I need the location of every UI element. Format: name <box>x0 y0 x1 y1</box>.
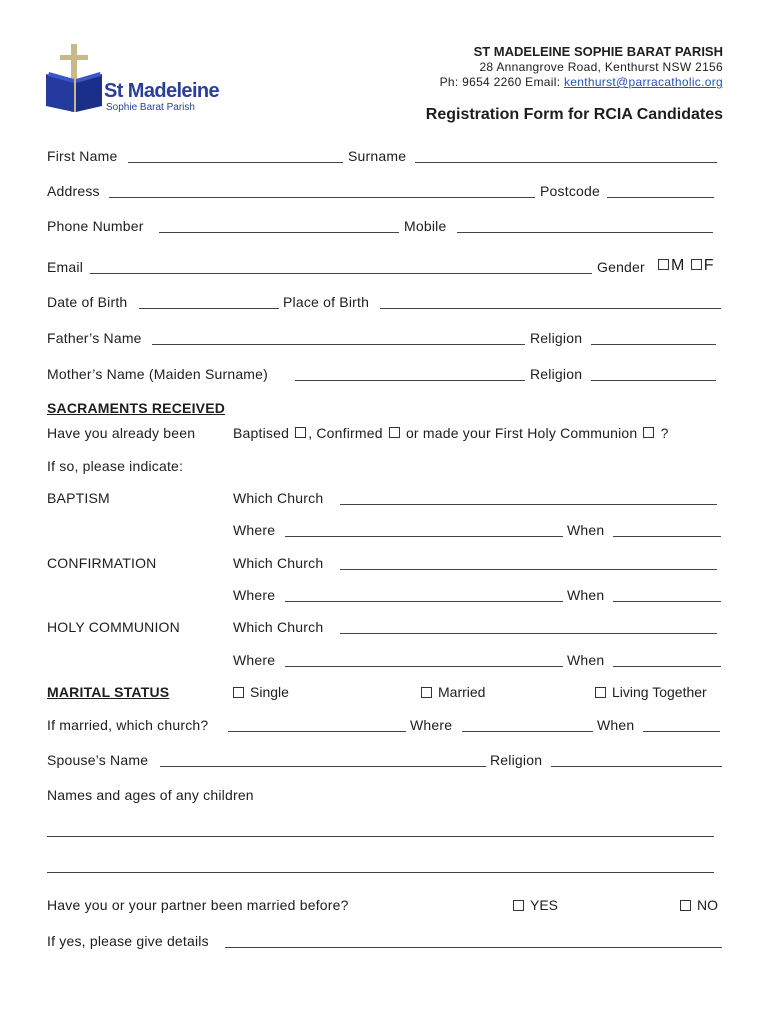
baptism-label: BAPTISM <box>47 490 110 506</box>
phone-label: Phone Number <box>47 218 144 234</box>
married-where-label: Where <box>410 717 453 733</box>
married-label: Married <box>438 684 486 700</box>
spouse-religion-label: Religion <box>490 752 543 768</box>
baptism-when-label: When <box>567 522 605 538</box>
spouse-religion-field[interactable] <box>551 766 722 767</box>
gender-f-label: F <box>703 257 714 274</box>
spouse-field[interactable] <box>160 766 486 767</box>
mother-label: Mother’s Name (Maiden Surname) <box>47 366 269 382</box>
spouse-label: Spouse’s Name <box>47 752 149 768</box>
parish-email-link[interactable]: kenthurst@parracatholic.org <box>563 75 723 89</box>
living-together-checkbox[interactable] <box>595 687 606 698</box>
surname-field[interactable] <box>415 162 717 163</box>
father-field[interactable] <box>152 344 525 345</box>
surname-label: Surname <box>348 148 407 164</box>
address-label: Address <box>47 183 100 199</box>
gender-f-checkbox[interactable] <box>691 259 702 270</box>
married-option[interactable] <box>421 683 485 701</box>
sacraments-question: Have you already been <box>47 425 196 441</box>
sacraments-heading: SACRAMENTS RECEIVED <box>47 400 226 416</box>
parish-address: 28 Annangrove Road, Kenthurst NSW 2156 <box>479 60 723 74</box>
baptism-when-field[interactable] <box>613 536 721 537</box>
married-church-label: If married, which church? <box>47 717 209 733</box>
pob-label: Place of Birth <box>283 294 370 310</box>
married-before-yes-option[interactable] <box>513 896 558 914</box>
sacraments-options <box>233 424 669 442</box>
mobile-field[interactable] <box>457 232 713 233</box>
married-where-field[interactable] <box>462 731 593 732</box>
confirmation-where-field[interactable] <box>285 601 563 602</box>
mobile-label: Mobile <box>404 218 447 234</box>
email-label: Email <box>47 259 84 275</box>
parish-phone: Ph: 9654 2260 Email: <box>439 75 564 89</box>
parish-name: ST MADELEINE SOPHIE BARAT PARISH <box>473 44 723 59</box>
confirmation-church-label: Which Church <box>233 555 324 571</box>
gender-options <box>656 256 714 276</box>
question-mark: ? <box>660 425 669 441</box>
details-field[interactable] <box>225 947 722 948</box>
dob-label: Date of Birth <box>47 294 128 310</box>
baptism-where-field[interactable] <box>285 536 563 537</box>
communion-checkbox[interactable] <box>643 427 654 438</box>
married-before-label: Have you or your partner been married before? <box>47 897 349 913</box>
mother-religion-field[interactable] <box>591 380 716 381</box>
no-label: NO <box>697 897 718 913</box>
dob-field[interactable] <box>139 308 279 309</box>
married-when-label: When <box>597 717 635 733</box>
communion-where-label: Where <box>233 652 276 668</box>
married-when-field[interactable] <box>643 731 720 732</box>
cross-book-icon <box>44 42 106 118</box>
confirmation-church-field[interactable] <box>340 569 717 570</box>
confirmed-checkbox[interactable] <box>389 427 400 438</box>
gender-m-checkbox[interactable] <box>658 259 669 270</box>
mother-field[interactable] <box>295 380 525 381</box>
indicate-label: If so, please indicate: <box>47 458 184 474</box>
parish-logo <box>44 42 220 122</box>
first-name-field[interactable] <box>128 162 343 163</box>
logo-subtitle: Sophie Barat Parish <box>106 102 195 113</box>
phone-field[interactable] <box>159 232 399 233</box>
no-checkbox[interactable] <box>680 900 691 911</box>
logo-name: St Madeleine <box>104 80 220 102</box>
children-field-2[interactable] <box>47 872 714 873</box>
living-together-option[interactable] <box>595 683 707 701</box>
confirmation-label: CONFIRMATION <box>47 555 157 571</box>
details-label: If yes, please give details <box>47 933 209 949</box>
email-field[interactable] <box>90 273 592 274</box>
baptism-church-label: Which Church <box>233 490 324 506</box>
communion-label: or made your First Holy Communion <box>405 425 638 441</box>
communion-church-label: Which Church <box>233 619 324 635</box>
father-label: Father’s Name <box>47 330 142 346</box>
marital-heading: MARITAL STATUS <box>47 684 170 700</box>
single-checkbox[interactable] <box>233 687 244 698</box>
form-title: Registration Form for RCIA Candidates <box>425 106 723 123</box>
confirmation-when-label: When <box>567 587 605 603</box>
confirmation-where-label: Where <box>233 587 276 603</box>
address-field[interactable] <box>109 197 535 198</box>
pob-field[interactable] <box>380 308 721 309</box>
father-religion-field[interactable] <box>591 344 716 345</box>
baptised-label: Baptised <box>233 425 290 441</box>
gender-label: Gender <box>597 259 645 275</box>
postcode-field[interactable] <box>607 197 714 198</box>
communion-section-label: HOLY COMMUNION <box>47 619 180 635</box>
married-church-field[interactable] <box>228 731 406 732</box>
single-option[interactable] <box>233 683 289 701</box>
married-before-no-option[interactable] <box>680 896 718 914</box>
married-checkbox[interactable] <box>421 687 432 698</box>
postcode-label: Postcode <box>540 183 600 199</box>
confirmation-when-field[interactable] <box>613 601 721 602</box>
baptism-where-label: Where <box>233 522 276 538</box>
parish-contact <box>440 75 723 90</box>
communion-when-label: When <box>567 652 605 668</box>
gender-m-label: M <box>671 257 685 274</box>
communion-where-field[interactable] <box>285 666 563 667</box>
children-field-1[interactable] <box>47 836 714 837</box>
communion-when-field[interactable] <box>613 666 721 667</box>
mother-religion-label: Religion <box>530 366 583 382</box>
father-religion-label: Religion <box>530 330 583 346</box>
baptism-church-field[interactable] <box>340 504 717 505</box>
communion-church-field[interactable] <box>340 633 717 634</box>
baptised-checkbox[interactable] <box>295 427 306 438</box>
single-label: Single <box>250 684 289 700</box>
yes-label: YES <box>530 897 559 913</box>
yes-checkbox[interactable] <box>513 900 524 911</box>
first-name-label: First Name <box>47 148 118 164</box>
children-label: Names and ages of any children <box>47 787 254 803</box>
confirmed-label: , Confirmed <box>308 425 383 441</box>
living-together-label: Living Together <box>612 684 707 700</box>
